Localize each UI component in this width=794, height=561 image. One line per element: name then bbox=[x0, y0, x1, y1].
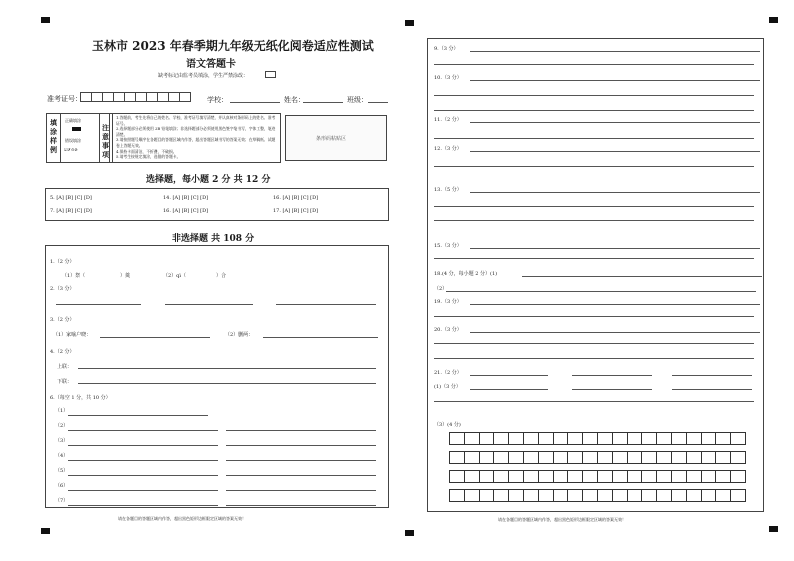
answer-line[interactable] bbox=[276, 304, 376, 305]
question-label: 13.（5 分） bbox=[434, 187, 462, 193]
answer-line[interactable] bbox=[78, 383, 376, 384]
answer-line[interactable] bbox=[226, 430, 376, 431]
grid-cell[interactable] bbox=[686, 470, 702, 483]
choice-row[interactable]: 7. [A] [B] [C] [D] bbox=[50, 208, 92, 214]
grid-cell[interactable] bbox=[508, 432, 524, 445]
grid-cell[interactable] bbox=[464, 470, 480, 483]
grid-cell[interactable] bbox=[464, 489, 480, 502]
answer-line[interactable] bbox=[470, 151, 760, 152]
grid-cell[interactable] bbox=[493, 470, 509, 483]
absence-notice: 缺考标记由监考员填涂，学生严禁涂改： bbox=[158, 73, 249, 79]
fill-example-label: 填涂样例 bbox=[50, 118, 57, 154]
exam-id-boxes[interactable] bbox=[80, 92, 191, 102]
choice-answer-box bbox=[45, 188, 389, 221]
grid-cell[interactable] bbox=[567, 451, 583, 464]
grid-cell[interactable] bbox=[493, 432, 509, 445]
answer-line[interactable] bbox=[572, 389, 652, 390]
grid-cell[interactable] bbox=[641, 451, 657, 464]
grid-cell[interactable] bbox=[686, 432, 702, 445]
blank-label: （7） bbox=[55, 498, 69, 504]
question-label: (1)（3 分） bbox=[434, 384, 461, 390]
answer-line[interactable] bbox=[470, 332, 760, 333]
note-item: 3.请按照题号顺序在各题目的答题区域内作答，超出答题区域书写的答案无效；在草稿纸、试题卷上答题无效。 bbox=[116, 137, 276, 148]
grid-cell[interactable] bbox=[567, 489, 583, 502]
question-label: （3）(4 分) bbox=[434, 422, 461, 428]
answer-line[interactable] bbox=[572, 375, 652, 376]
card-subtitle: 语文答题卡 bbox=[186, 59, 236, 70]
answer-line[interactable] bbox=[226, 445, 376, 446]
choice-row[interactable]: 14. [A] [B] [C] [D] bbox=[163, 195, 209, 201]
exam-title: 玉林市 2023 年春季期九年级无纸化阅卷适应性测试 bbox=[92, 39, 374, 53]
answer-line[interactable] bbox=[434, 95, 754, 96]
grid-cell[interactable] bbox=[715, 451, 731, 464]
answer-line[interactable] bbox=[226, 475, 376, 476]
grid-cell[interactable] bbox=[597, 432, 613, 445]
question-label: 1.（2 分） bbox=[50, 259, 75, 265]
question-label: 21.（2 分） bbox=[434, 370, 462, 376]
grid-cell[interactable] bbox=[730, 451, 746, 464]
grid-cell[interactable] bbox=[715, 470, 731, 483]
grid-cell[interactable] bbox=[627, 489, 643, 502]
name-label: 姓名： bbox=[284, 96, 305, 104]
grid-cell[interactable] bbox=[656, 451, 672, 464]
grid-cell[interactable] bbox=[612, 451, 628, 464]
grid-cell[interactable] bbox=[464, 451, 480, 464]
grid-cell[interactable] bbox=[553, 432, 569, 445]
grid-cell[interactable] bbox=[627, 432, 643, 445]
grid-cell[interactable] bbox=[449, 489, 465, 502]
grid-cell[interactable] bbox=[538, 489, 554, 502]
registration-mark bbox=[405, 20, 414, 26]
q1-part-c: （2）qì（ bbox=[163, 273, 186, 279]
exam-id-label: 准考证号： bbox=[47, 95, 82, 103]
answer-line[interactable] bbox=[434, 206, 754, 207]
grid-cell[interactable] bbox=[464, 432, 480, 445]
answer-line[interactable] bbox=[434, 166, 754, 167]
answer-line[interactable] bbox=[68, 505, 218, 506]
answer-line[interactable] bbox=[470, 192, 760, 193]
question-label: （2） bbox=[434, 286, 448, 292]
question-label: 9.（3 分） bbox=[434, 46, 459, 52]
answer-line[interactable] bbox=[226, 460, 376, 461]
answer-line[interactable] bbox=[434, 358, 754, 359]
choice-row[interactable]: 16. [A] [B] [C] [D] bbox=[163, 208, 209, 214]
answer-line[interactable] bbox=[470, 122, 760, 123]
answer-line[interactable] bbox=[434, 220, 754, 221]
grid-cell[interactable] bbox=[493, 451, 509, 464]
q3-part-a: （1）家喻户晓： bbox=[53, 332, 92, 338]
question-label: 18.(4 分，每小题 2 分）(1) bbox=[434, 271, 498, 277]
choice-row[interactable]: 16. [A] [B] [C] [D] bbox=[273, 195, 319, 201]
answer-line[interactable] bbox=[263, 337, 378, 338]
answer-line[interactable] bbox=[226, 505, 376, 506]
correct-fill-label: 正确填涂 bbox=[65, 118, 81, 123]
blank-label: （5） bbox=[55, 468, 69, 474]
answer-line[interactable] bbox=[226, 490, 376, 491]
question-label: 20.（3 分） bbox=[434, 327, 462, 333]
question-label: 4.（2 分） bbox=[50, 349, 75, 355]
registration-mark bbox=[41, 528, 50, 534]
grid-cell[interactable] bbox=[479, 489, 495, 502]
answer-line[interactable] bbox=[470, 248, 760, 249]
grid-cell[interactable] bbox=[597, 451, 613, 464]
grid-cell[interactable] bbox=[582, 451, 598, 464]
answer-line[interactable] bbox=[434, 110, 754, 111]
answer-line[interactable] bbox=[522, 276, 762, 277]
grid-cell[interactable] bbox=[656, 470, 672, 483]
grid-cell[interactable] bbox=[686, 451, 702, 464]
q3-part-b: （2）删两： bbox=[225, 332, 254, 338]
grid-cell[interactable] bbox=[612, 489, 628, 502]
school-label: 学校： bbox=[207, 96, 228, 104]
grid-cell[interactable] bbox=[523, 489, 539, 502]
grid-cell[interactable] bbox=[671, 451, 687, 464]
grid-cell[interactable] bbox=[523, 470, 539, 483]
grid-cell[interactable] bbox=[701, 489, 717, 502]
name-field[interactable] bbox=[303, 102, 343, 103]
grid-cell[interactable] bbox=[641, 470, 657, 483]
question-label: 11.（2 分） bbox=[434, 117, 462, 123]
grid-cell[interactable] bbox=[671, 489, 687, 502]
question-label: 19.（3 分） bbox=[434, 299, 462, 305]
registration-mark bbox=[769, 526, 778, 532]
answer-line[interactable] bbox=[165, 304, 253, 305]
answer-line[interactable] bbox=[434, 258, 754, 259]
notes-label: 注意事项 bbox=[102, 123, 109, 159]
grid-cell[interactable] bbox=[701, 470, 717, 483]
blank-label: （1） bbox=[55, 408, 69, 414]
choice-title: 选择题，每小题 2 分 共 12 分 bbox=[146, 175, 271, 185]
grid-cell[interactable] bbox=[553, 489, 569, 502]
registration-mark bbox=[41, 17, 50, 23]
notes-list bbox=[116, 115, 278, 160]
grid-cell[interactable] bbox=[449, 470, 465, 483]
answer-line[interactable] bbox=[78, 368, 376, 369]
grid-cell[interactable] bbox=[508, 451, 524, 464]
class-label: 班级： bbox=[347, 96, 368, 104]
grid-cell[interactable] bbox=[641, 432, 657, 445]
answer-line[interactable] bbox=[68, 445, 218, 446]
answer-line[interactable] bbox=[100, 337, 210, 338]
grid-cell[interactable] bbox=[582, 470, 598, 483]
grid-cell[interactable] bbox=[730, 432, 746, 445]
answer-line[interactable] bbox=[672, 375, 752, 376]
answer-line[interactable] bbox=[470, 304, 760, 305]
answer-line[interactable] bbox=[470, 51, 760, 52]
wrong-fill-sample: ☑✗⊙⊘ bbox=[64, 147, 78, 152]
choice-row[interactable]: 17. [A] [B] [C] [D] bbox=[273, 208, 319, 214]
right-footer-note: 请在各题目的答题区域内作答，超出黑色矩形边框限定区域的答案无效！ bbox=[498, 517, 626, 522]
registration-mark bbox=[405, 530, 414, 536]
nonchoice-answer-box bbox=[45, 245, 389, 508]
choice-row[interactable]: 5. [A] [B] [C] [D] bbox=[50, 195, 92, 201]
answer-line[interactable] bbox=[470, 389, 548, 390]
answer-line[interactable] bbox=[68, 475, 218, 476]
grid-cell[interactable] bbox=[597, 470, 613, 483]
grid-cell[interactable] bbox=[553, 451, 569, 464]
grid-cell[interactable] bbox=[538, 432, 554, 445]
grid-cell[interactable] bbox=[715, 432, 731, 445]
grid-cell[interactable] bbox=[671, 470, 687, 483]
question-label: 10.（3 分） bbox=[434, 75, 462, 81]
grid-cell[interactable] bbox=[656, 489, 672, 502]
grid-cell[interactable] bbox=[538, 451, 554, 464]
answer-line[interactable] bbox=[434, 343, 754, 344]
grid-cell[interactable] bbox=[508, 489, 524, 502]
grid-cell[interactable] bbox=[523, 451, 539, 464]
grid-cell[interactable] bbox=[567, 470, 583, 483]
grid-cell[interactable] bbox=[582, 432, 598, 445]
note-item: 1.答题前，考生先将自己的姓名、学校、准考证号填写清楚，并认真核对条形码上的姓名、准考证号。 bbox=[116, 115, 276, 126]
absence-mark-box[interactable] bbox=[265, 71, 276, 78]
grid-cell[interactable] bbox=[597, 489, 613, 502]
question-label: 6.（每空 1 分，共 10 分） bbox=[50, 395, 111, 401]
grid-cell[interactable] bbox=[479, 451, 495, 464]
composition-grid[interactable] bbox=[449, 432, 745, 508]
grid-cell[interactable] bbox=[701, 451, 717, 464]
class-field[interactable] bbox=[368, 102, 388, 103]
question-label: 3.（2 分） bbox=[50, 317, 75, 323]
blank-label: （4） bbox=[55, 453, 69, 459]
correct-fill-sample bbox=[72, 127, 81, 131]
blank-label: （3） bbox=[55, 438, 69, 444]
grid-cell[interactable] bbox=[479, 432, 495, 445]
left-footer-note: 请在各题目的答题区域内作答，超出黑色矩形边框限定区域的答案无效！ bbox=[118, 516, 246, 521]
answer-line[interactable] bbox=[434, 401, 754, 402]
couplet-upper-label: 上联： bbox=[57, 364, 73, 370]
barcode-label: 条形码粘贴区 bbox=[316, 136, 347, 142]
answer-line[interactable] bbox=[56, 304, 141, 305]
registration-mark bbox=[769, 17, 778, 23]
blank-label: （2） bbox=[55, 423, 69, 429]
grid-cell[interactable] bbox=[686, 489, 702, 502]
blank-label: （6） bbox=[55, 483, 69, 489]
answer-line[interactable] bbox=[434, 316, 754, 317]
note-item: 4.保持卡面清洁，不折叠，不破损。 bbox=[116, 148, 177, 154]
question-label: 12.（3 分） bbox=[434, 146, 462, 152]
grid-cell[interactable] bbox=[612, 470, 628, 483]
grid-cell[interactable] bbox=[538, 470, 554, 483]
school-field[interactable] bbox=[230, 102, 280, 103]
grid-cell[interactable] bbox=[701, 432, 717, 445]
nonchoice-title: 非选择题 共 108 分 bbox=[172, 234, 255, 244]
grid-cell[interactable] bbox=[627, 470, 643, 483]
grid-cell[interactable] bbox=[479, 470, 495, 483]
answer-line[interactable] bbox=[470, 80, 760, 81]
answer-line[interactable] bbox=[68, 490, 218, 491]
answer-line[interactable] bbox=[672, 389, 752, 390]
answer-line[interactable] bbox=[68, 415, 208, 416]
grid-cell[interactable] bbox=[656, 432, 672, 445]
note-item: 5.请考生按规定填涂，选错的答题卡。 bbox=[116, 154, 181, 160]
grid-cell[interactable] bbox=[671, 432, 687, 445]
answer-line[interactable] bbox=[470, 375, 548, 376]
grid-cell[interactable] bbox=[730, 489, 746, 502]
note-item: 2.选择题部分必须使用 2B 铅笔填涂；非选择题部分必须使用黑色签字笔书写，字体工整，笔迹清楚。 bbox=[116, 126, 276, 137]
grid-cell[interactable] bbox=[553, 470, 569, 483]
grid-cell[interactable] bbox=[523, 432, 539, 445]
q1-part-b: ）奠 bbox=[120, 273, 131, 279]
grid-cell[interactable] bbox=[730, 470, 746, 483]
question-label: 15.（3 分） bbox=[434, 243, 462, 249]
q1-part-a: （1）祭（ bbox=[62, 273, 86, 279]
answer-line[interactable] bbox=[434, 138, 754, 139]
answer-line[interactable] bbox=[68, 430, 218, 431]
grid-cell[interactable] bbox=[612, 432, 628, 445]
grid-cell[interactable] bbox=[715, 489, 731, 502]
question-label: 2.（3 分） bbox=[50, 286, 75, 292]
grid-cell[interactable] bbox=[627, 451, 643, 464]
grid-cell[interactable] bbox=[508, 470, 524, 483]
grid-cell[interactable] bbox=[567, 432, 583, 445]
grid-cell[interactable] bbox=[449, 451, 465, 464]
q1-part-d: ）合 bbox=[216, 273, 227, 279]
answer-line[interactable] bbox=[446, 291, 756, 292]
grid-cell[interactable] bbox=[582, 489, 598, 502]
grid-cell[interactable] bbox=[641, 489, 657, 502]
answer-line[interactable] bbox=[434, 64, 754, 65]
wrong-fill-label: 错误填涂 bbox=[65, 138, 81, 143]
answer-line[interactable] bbox=[68, 460, 218, 461]
grid-cell[interactable] bbox=[449, 432, 465, 445]
grid-cell[interactable] bbox=[493, 489, 509, 502]
couplet-lower-label: 下联： bbox=[57, 379, 73, 385]
